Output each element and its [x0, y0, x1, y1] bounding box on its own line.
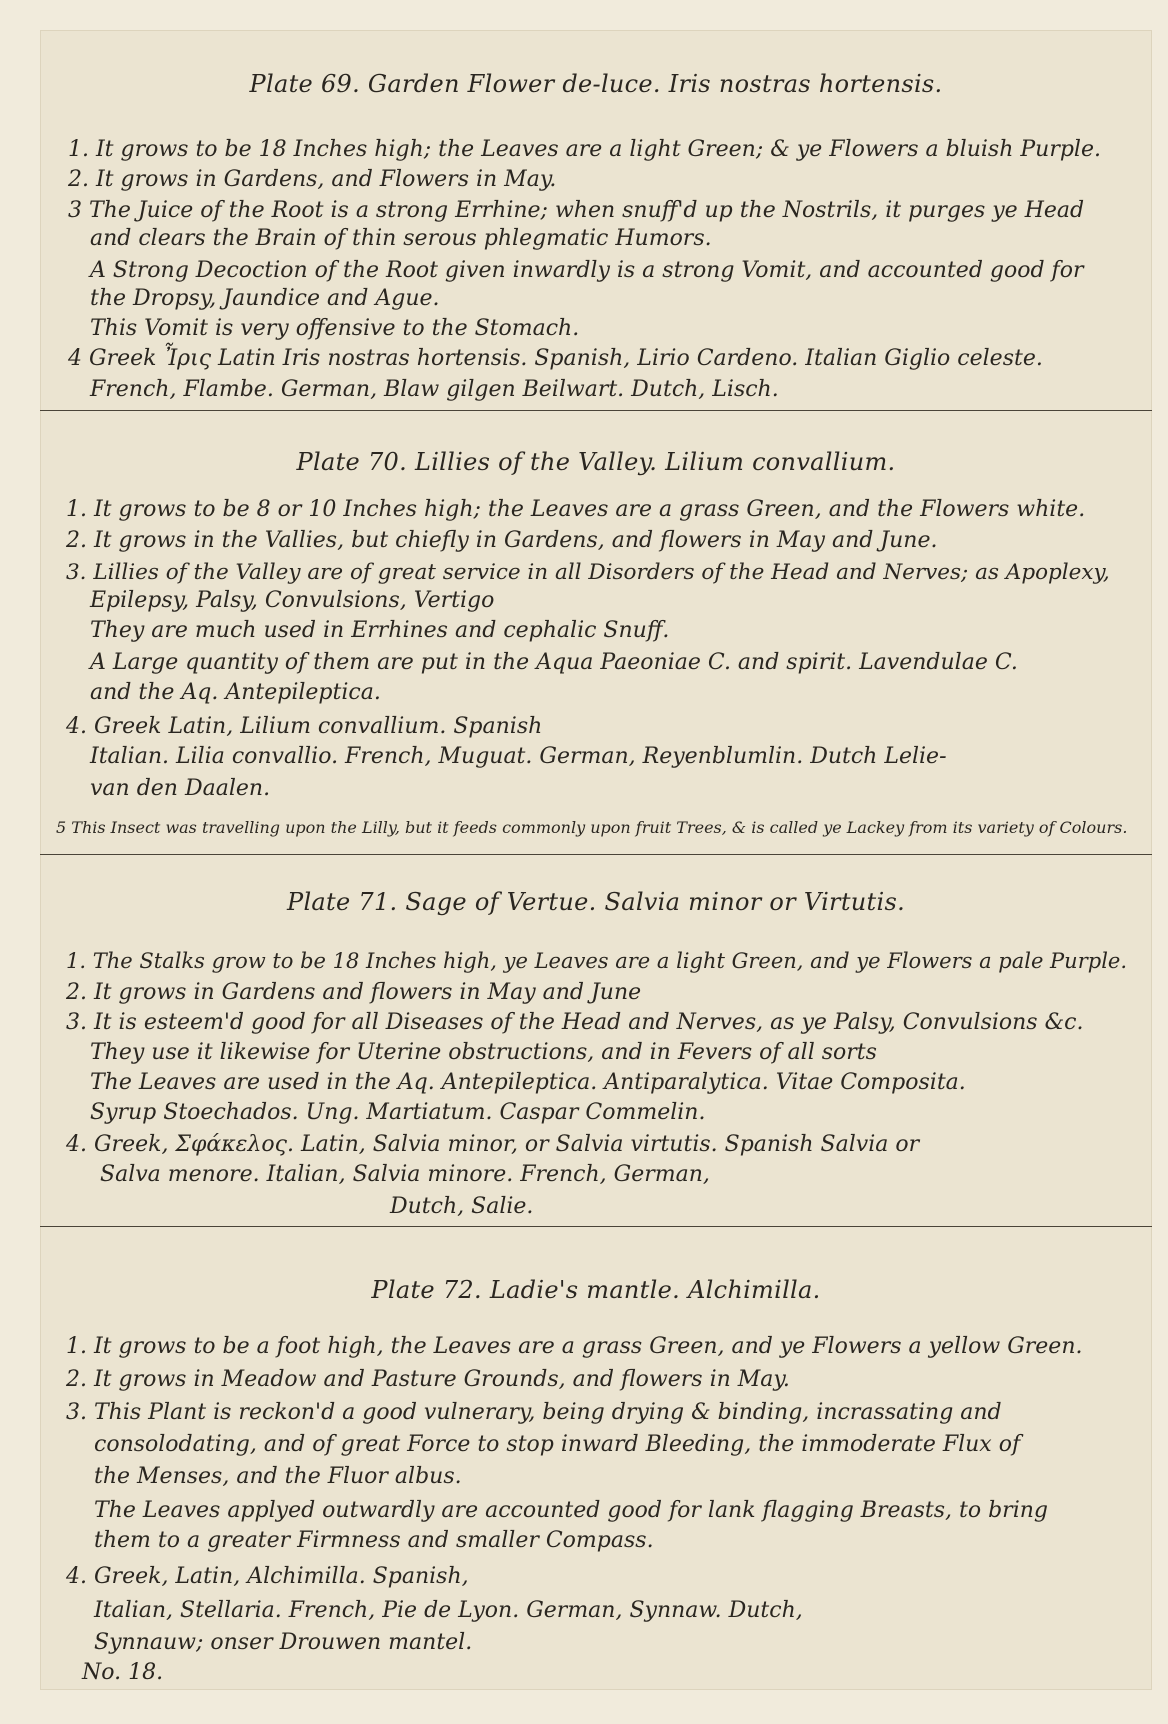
divider-2 [40, 854, 1152, 855]
engraved-page [40, 30, 1152, 1690]
plate-69-line-1: 1. It grows to be 18 Inches high; the Leaves are a light Green; & ye Flowers a bluish Purple. [68, 137, 1101, 162]
plate-69-title: Plate 69. Garden Flower de-luce. Iris nostras hortensis. [249, 70, 943, 98]
plate-71-line-4: They use it likewise for Uterine obstructions, and in Fevers of all sorts [90, 1040, 877, 1065]
plate-72-line-10: Synnauw; onser Drouwen mantel. [94, 1630, 473, 1655]
plate-71-line-3: 3. It is esteem'd good for all Diseases of the Head and Nerves, as ye Palsy, Convulsions &c. [66, 1010, 1084, 1035]
divider-1 [40, 410, 1152, 411]
plate-72-line-9: Italian, Stellaria. French, Pie de Lyon. German, Synnaw. Dutch, [94, 1598, 803, 1623]
plate-71-section [40, 888, 1152, 916]
plate-69-line-2: 2. It grows in Gardens, and Flowers in May. [68, 167, 557, 192]
plate-69-line-4: and clears the Brain of thin serous phlegmatic Humors. [90, 226, 712, 251]
plate-72-title: Plate 72. Ladie's mantle. Alchimilla. [371, 1276, 821, 1304]
plate-71-line-1: 1. The Stalks grow to be 18 Inches high, ye Leaves are a light Green, and ye Flowers a pale Purple. [66, 949, 1128, 973]
plate-70-line-6: A Large quantity of them are put in the Aqua Paeoniae C. and spirit. Lavendulae C. [90, 650, 1018, 675]
plate-70-line-8: 4. Greek Latin, Lilium convallium. Spanish [66, 714, 543, 739]
plate-70-footnote: 5 This Insect was travelling upon the Lilly, but it feeds commonly upon fruit Trees, & is called ye Lackey from its variety of Colours. [56, 818, 1128, 837]
divider-3 [40, 1226, 1152, 1227]
plate-69-line-9: French, Flambe. German, Blaw gilgen Beilwart. Dutch, Lisch. [90, 377, 779, 402]
plate-70-line-2: 2. It grows in the Vallies, but chiefly in Gardens, and flowers in May and June. [66, 528, 938, 553]
plate-70-title: Plate 70. Lillies of the Valley. Lilium convallium. [296, 448, 896, 476]
plate-69-line-8: 4 Greek Ἶρις Latin Iris nostras hortensis. Spanish, Lirio Cardeno. Italian Giglio celeste. [68, 346, 1043, 371]
plate-72-line-7: them to a greater Firmness and smaller Compass. [94, 1528, 654, 1553]
plate-70-line-10: van den Daalen. [90, 776, 271, 801]
plate-69-line-5: A Strong Decoction of the Root given inwardly is a strong Vomit, and accounted good for [90, 258, 1084, 283]
page-number: No. 18. [82, 1660, 164, 1685]
plate-72-line-6: The Leaves applyed outwardly are accounted good for lank flagging Breasts, to bring [94, 1498, 1048, 1523]
plate-72-line-8: 4. Greek, Latin, Alchimilla. Spanish, [66, 1564, 469, 1589]
plate-71-line-2: 2. It grows in Gardens and flowers in May and June [66, 980, 642, 1005]
plate-69-line-7: This Vomit is very offensive to the Stomach. [90, 316, 580, 341]
plate-70-line-3: 3. Lillies of the Valley are of great service in all Disorders of the Head and Nerves; as Apoplexy, [66, 560, 1110, 585]
plate-69-line-6: the Dropsy, Jaundice and Ague. [90, 286, 440, 311]
plate-70-line-7: and the Aq. Antepileptica. [90, 680, 381, 705]
plate-71-line-9: Dutch, Salie. [390, 1194, 534, 1219]
plate-69-line-3: 3 The Juice of the Root is a strong Errhine; when snuff'd up the Nostrils, it purges ye Head [68, 198, 1085, 223]
plate-71-line-6: Syrup Stoechados. Ung. Martiatum. Caspar Commelin. [90, 1100, 706, 1125]
plate-72-line-3: 3. This Plant is reckon'd a good vulnerary, being drying & binding, incrassating and [66, 1400, 1002, 1425]
plate-72-line-2: 2. It grows in Meadow and Pasture Grounds, and flowers in May. [66, 1367, 790, 1392]
plate-70-line-1: 1. It grows to be 8 or 10 Inches high; the Leaves are a grass Green, and the Flowers white. [66, 497, 1086, 522]
plate-69-section [40, 70, 1152, 98]
plate-70-line-5: They are much used in Errhines and cephalic Snuff. [90, 618, 670, 643]
plate-72-line-5: the Menses, and the Fluor albus. [94, 1464, 462, 1489]
plate-71-line-7: 4. Greek, Σφάκελος. Latin, Salvia minor, or Salvia virtutis. Spanish Salvia or [66, 1132, 920, 1157]
plate-71-line-8: Salva menore. Italian, Salvia minore. French, German, [100, 1162, 710, 1187]
plate-72-line-1: 1. It grows to be a foot high, the Leaves are a grass Green, and ye Flowers a yellow Green. [66, 1334, 1083, 1359]
plate-70-line-9: Italian. Lilia convallio. French, Muguat. German, Reyenblumlin. Dutch Lelie- [90, 744, 947, 769]
plate-71-title: Plate 71. Sage of Vertue. Salvia minor or Virtutis. [287, 888, 905, 916]
plate-70-section [40, 448, 1152, 476]
plate-72-section [40, 1276, 1152, 1304]
plate-72-line-4: consolodating, and of great Force to stop inward Bleeding, the immoderate Flux of [94, 1432, 1021, 1457]
plate-71-line-5: The Leaves are used in the Aq. Antepileptica. Antiparalytica. Vitae Composita. [90, 1070, 966, 1095]
plate-70-line-4: Epilepsy, Palsy, Convulsions, Vertigo [90, 588, 495, 613]
